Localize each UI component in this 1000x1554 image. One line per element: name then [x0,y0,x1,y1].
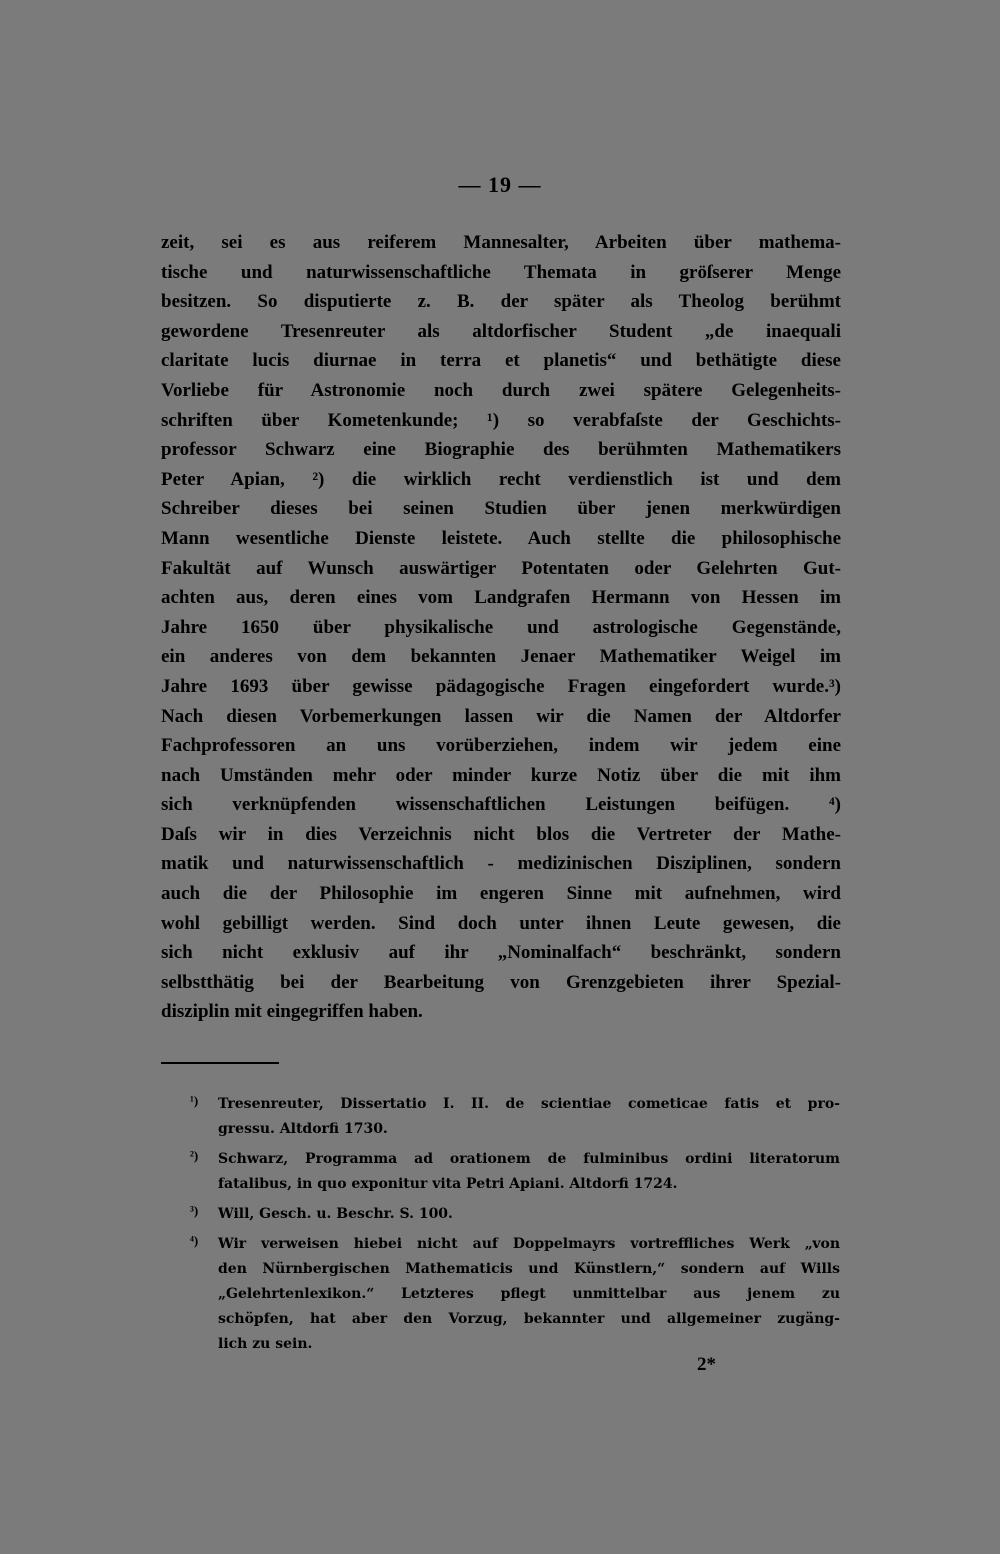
text-line: ein anderes von dem bekannten Jenaer Mathematiker Weigel im [161,646,841,668]
body-text [161,228,841,1027]
text-line: nach Umständen mehr oder minder kurze Notiz über die mit ihm [161,764,841,786]
text-line: achten aus, deren eines vom Landgrafen Hermann von Hessen im [161,587,841,609]
footnote-line: gressu. Altdorfi 1730. [218,1121,388,1137]
text-line: Jahre 1650 über physikalische und astrologische Gegenstände, [161,616,841,638]
text-line: wohl gebilligt werden. Sind doch unter ihnen Leute gewesen, die [161,912,841,934]
footnote-line: Will, Gesch. u. Beschr. S. 100. [218,1206,453,1222]
text-line: disziplin mit eingegriffen haben. [161,1001,423,1023]
text-line: claritate lucis diurnae in terra et planetis“ und bethätigte diese [161,350,841,372]
footnote-3 [190,1202,840,1227]
footnote-line: Wir verweisen hiebei nicht auf Doppelmayrs vortreffliches Werk „von [218,1236,840,1252]
text-line: selbstthätig bei der Bearbeitung von Grenzgebieten ihrer Spezial- [161,971,841,993]
footnote-line: Schwarz, Programma ad orationem de fulminibus ordini literatorum [218,1151,840,1167]
footnote-line: „Gelehrtenlexikon.“ Letzteres pflegt unmittelbar aus jenem zu [218,1286,840,1302]
footnote-line: lich zu sein. [218,1336,313,1352]
footnote-line: Tresenreuter, Dissertatio I. II. de scientiae cometicae fatis et pro- [218,1096,840,1112]
text-line: Schreiber dieses bei seinen Studien über jenen merkwürdigen [161,498,841,520]
text-line: matik und naturwissenschaftlich - medizinischen Disziplinen, sondern [161,853,841,875]
text-line: Fakultät auf Wunsch auswärtiger Potentaten oder Gelehrten Gut- [161,557,841,579]
page-number: — 19 — [458,172,542,197]
text-line: Nach diesen Vorbemerkungen lassen wir die Namen der Altdorfer [161,705,841,727]
footnote-line: den Nürnbergischen Mathematicis und Künstlern,“ sondern auf Wills [218,1261,840,1277]
text-line: besitzen. So disputierte z. B. der später als Theolog berühmt [161,291,841,313]
text-line: gewordene Tresenreuter als altdorfischer Student „de inaequali [161,320,841,342]
text-line: Vorliebe für Astronomie noch durch zwei spätere Gelegenheits- [161,379,841,401]
footnote-marker: ²) [190,1148,199,1163]
footnote-line: schöpfen, hat aber den Vorzug, bekannter und allgemeiner zugäng- [218,1311,840,1327]
footnotes [190,1092,840,1362]
text-line: Jahre 1693 über gewisse pädagogische Fragen eingefordert wurde.³) [161,675,841,697]
text-line: schriften über Kometenkunde; ¹) so verabfaſste der Geschichts- [161,409,841,431]
footnote-divider [161,1062,279,1064]
footnote-line: fatalibus, in quo exponitur vita Petri Apiani. Altdorfi 1724. [218,1176,678,1192]
footnote-marker: ³) [190,1203,199,1218]
footnote-4 [190,1232,840,1357]
text-line: sich nicht exklusiv auf ihr „Nominalfach“ beschränkt, sondern [161,942,841,964]
text-line: Mann wesentliche Dienste leistete. Auch stellte die philosophische [161,527,841,549]
signature-mark: 2* [697,1354,716,1375]
text-line: zeit, sei es aus reiferem Mannesalter, Arbeiten über mathema- [161,232,841,253]
footnote-2 [190,1147,840,1197]
text-line: professor Schwarz eine Biographie des berühmten Mathematikers [161,439,841,461]
text-line: tische und naturwissenschaftliche Themata in gröſserer Menge [161,261,841,283]
text-line: Peter Apian, ²) die wirklich recht verdienstlich ist und dem [161,468,841,490]
footnote-marker: ¹) [190,1093,199,1108]
text-line: Daſs wir in dies Verzeichnis nicht blos die Vertreter der Mathe- [161,823,841,845]
footnote-1 [190,1092,840,1142]
footnote-marker: ⁴) [190,1233,199,1248]
text-line: Fachprofessoren an uns vorüberziehen, indem wir jedem eine [161,735,841,757]
text-line: auch die der Philosophie im engeren Sinne mit aufnehmen, wird [161,883,841,905]
text-line: sich verknüpfenden wissenschaftlichen Leistungen beifügen. ⁴) [161,794,841,816]
